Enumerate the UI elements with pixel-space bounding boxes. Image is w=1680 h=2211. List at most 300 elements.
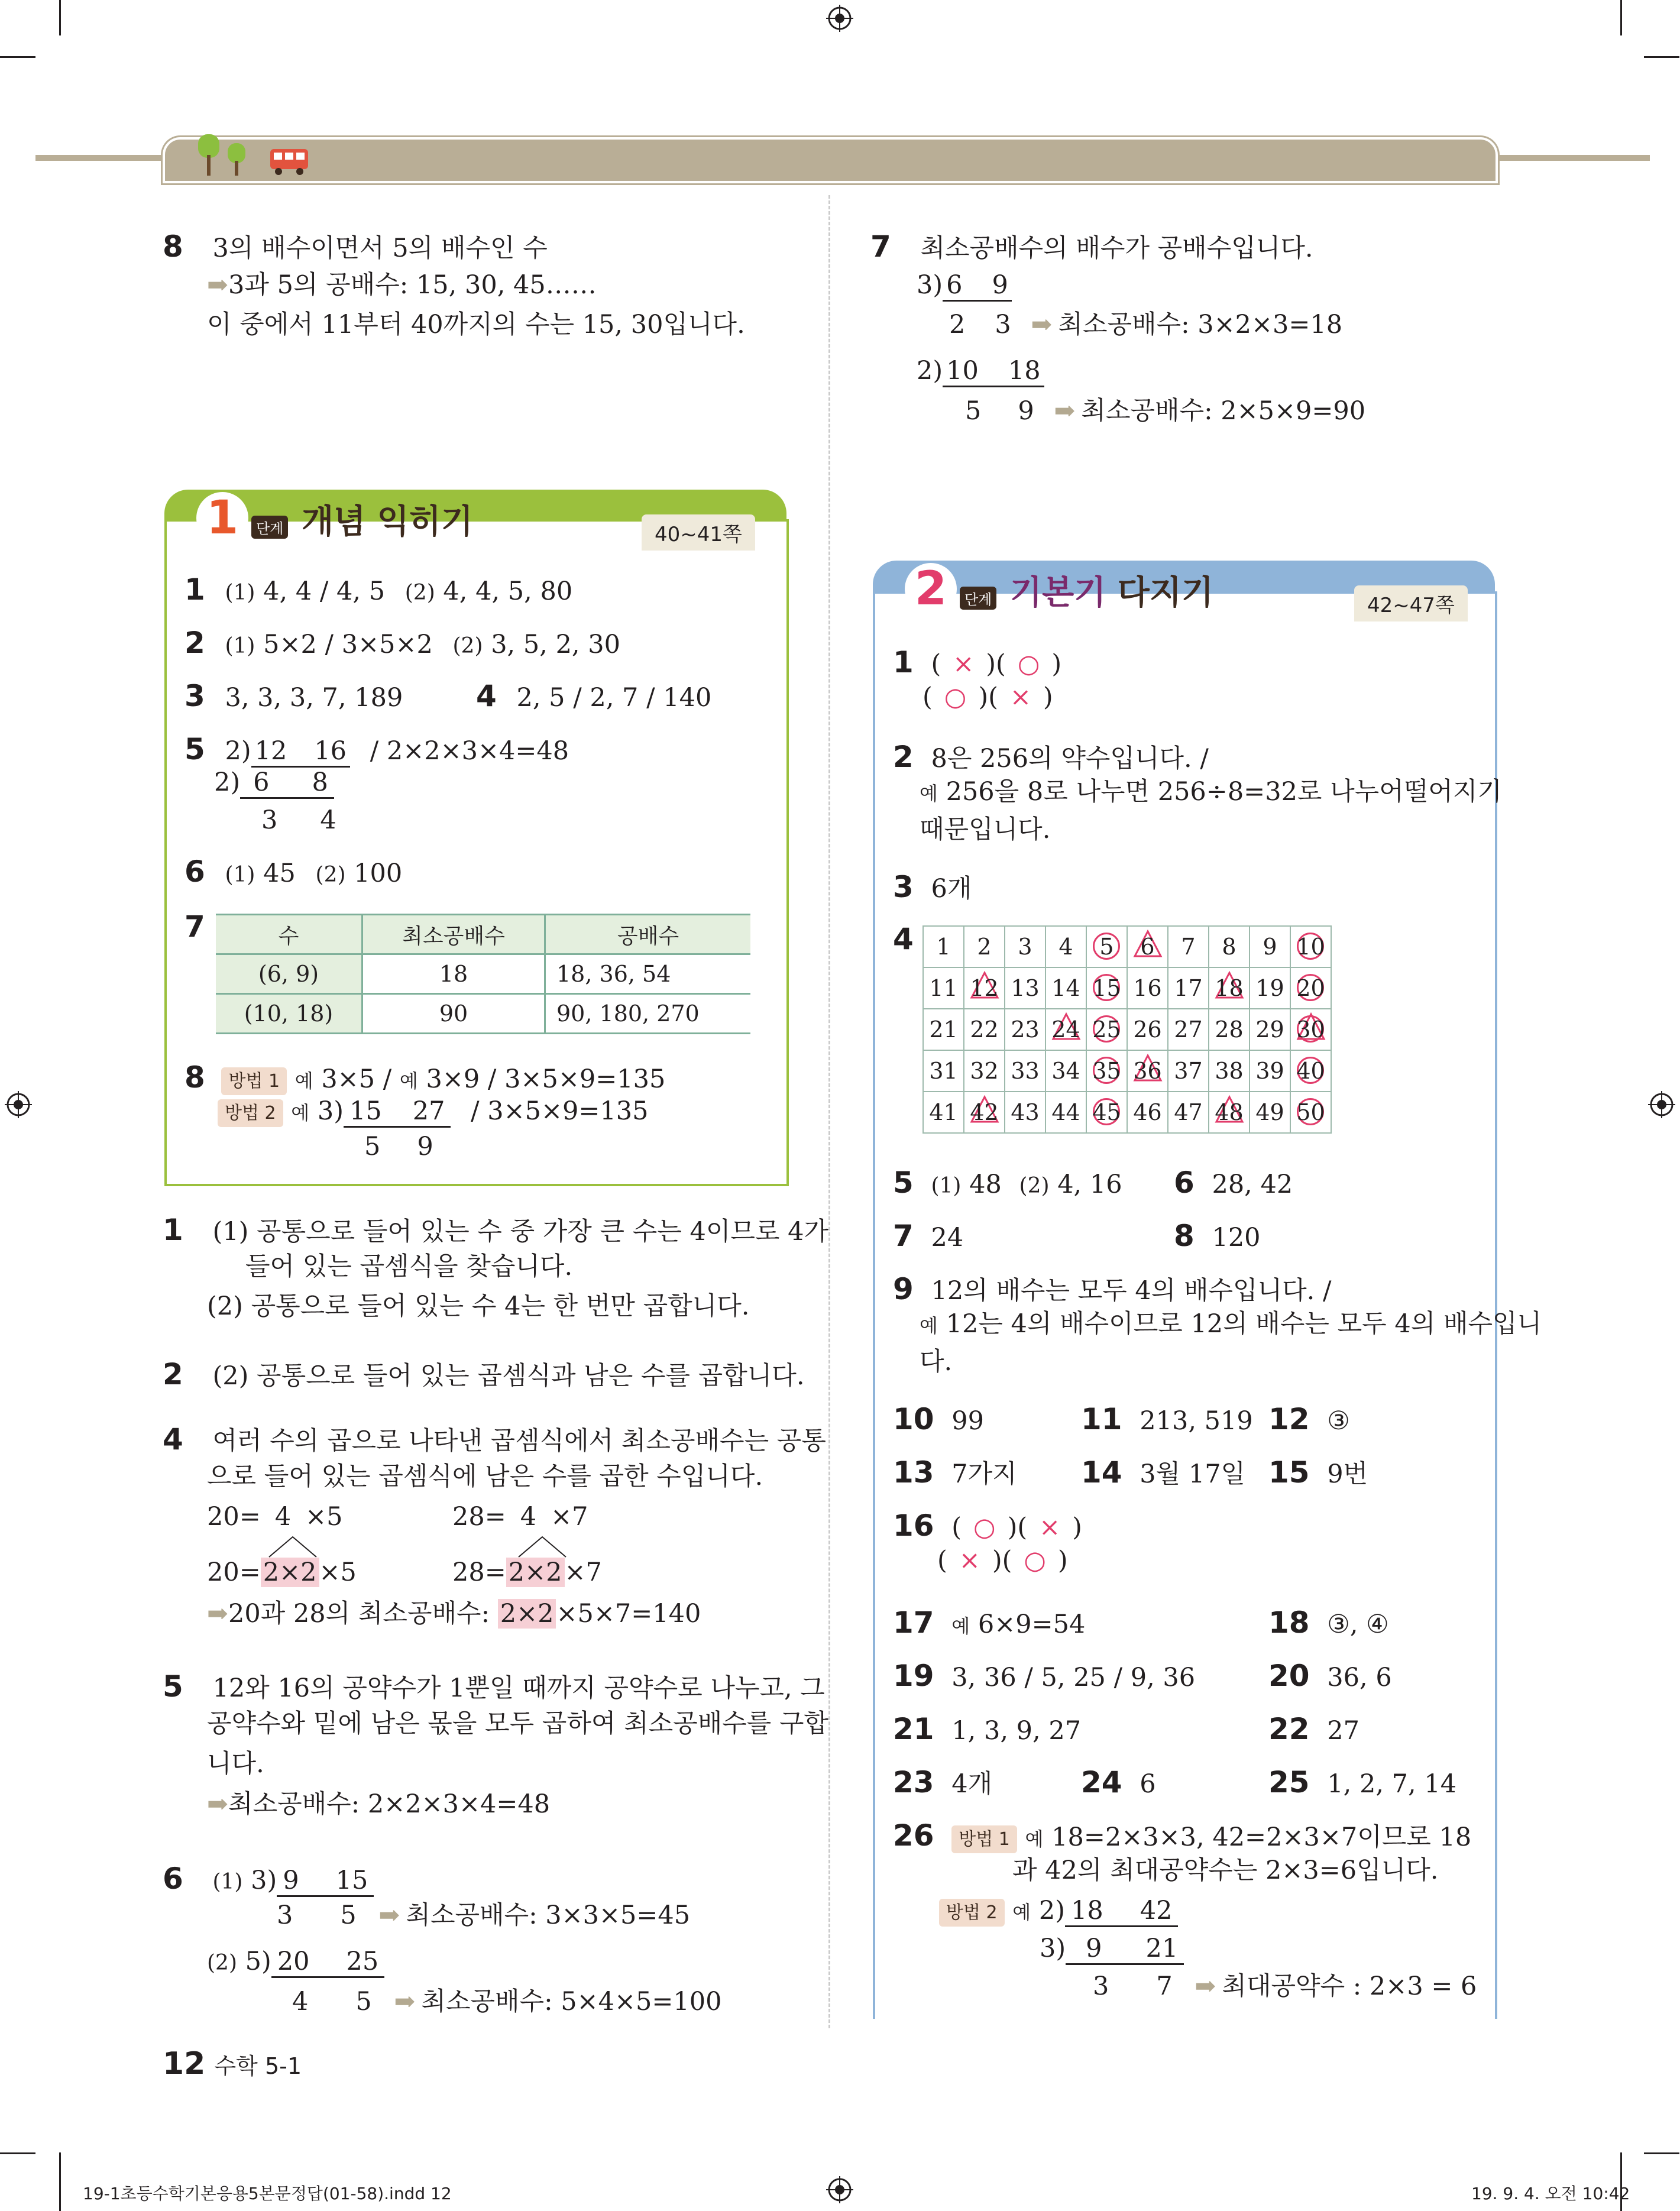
grid-cell <box>1045 926 1086 967</box>
e5-result <box>207 1788 550 1821</box>
grid-number: 18 <box>1215 975 1244 1001</box>
value: 5 <box>355 1987 372 2016</box>
step-number: 2 <box>905 563 957 615</box>
grid-cell <box>1250 1092 1290 1133</box>
grid-row <box>923 967 1331 1009</box>
answer-number: 6 <box>184 854 205 889</box>
lcm-table <box>216 914 750 1034</box>
s2-a9 <box>893 1270 1332 1309</box>
formula-part: ×7 <box>551 1502 588 1532</box>
s2-a25 <box>1268 1763 1456 1802</box>
value: 9 <box>417 1132 433 1161</box>
grid-number: 9 <box>1263 934 1277 960</box>
answer-text: 213, 519 <box>1140 1406 1253 1436</box>
step-label: 단계 <box>251 516 288 539</box>
value: 5 <box>364 1132 381 1161</box>
value: 3 <box>995 310 1011 339</box>
answer-text: 3, 5, 2, 30 <box>491 630 620 659</box>
result: 최대공약수 : 2×3 = 6 <box>1222 1972 1477 2001</box>
answer-number: 22 <box>1268 1712 1310 1746</box>
answer-number: 9 <box>893 1272 914 1306</box>
answer-number: 8 <box>1174 1219 1195 1253</box>
question-number: 6 <box>163 1862 183 1896</box>
grid-number: 2 <box>977 934 992 960</box>
value: 3 <box>261 805 278 835</box>
grid-cell <box>1127 1092 1168 1133</box>
part-label: (1) <box>212 1870 243 1894</box>
part-label: (1) <box>225 581 255 605</box>
e4-formula2 <box>452 1501 588 1534</box>
grid-number: 10 <box>1296 934 1325 960</box>
grid-cell <box>923 926 964 967</box>
mark: ○ <box>1017 649 1040 679</box>
answer-number: 18 <box>1268 1605 1310 1640</box>
grid-cell <box>923 1050 964 1092</box>
s2-a7 <box>893 1217 963 1255</box>
grid-cell <box>1086 1092 1127 1133</box>
grid-number: 3 <box>1018 934 1032 960</box>
answer-text: / 3×5×9=135 <box>471 1096 649 1126</box>
formula-part: ×5 <box>319 1558 357 1587</box>
answer-number: 10 <box>893 1402 934 1436</box>
grid-number: 13 <box>1011 975 1040 1001</box>
branch-lines <box>266 1535 319 1558</box>
answer-number: 4 <box>893 922 914 956</box>
grid-number: 39 <box>1255 1058 1284 1084</box>
s2-a9-line2 <box>920 1308 1542 1341</box>
grid-cell <box>923 1009 964 1050</box>
grid-number: 27 <box>1174 1017 1203 1043</box>
mark: ○ <box>973 1513 996 1542</box>
part-label: (1) <box>931 1174 962 1198</box>
value: 18 <box>1071 1896 1103 1925</box>
grid-cell <box>1290 1050 1331 1092</box>
left-q8 <box>163 228 548 266</box>
explanation-text: 들어 있는 곱셈식을 찾습니다. <box>245 1252 573 1281</box>
s1-a6 <box>184 853 402 891</box>
question-number: 4 <box>163 1422 183 1456</box>
s2-a8 <box>1174 1217 1261 1255</box>
value: 10 <box>946 356 979 386</box>
answer-number: 17 <box>893 1605 934 1640</box>
grid-number: 41 <box>929 1099 958 1125</box>
grid-cell <box>1005 1092 1045 1133</box>
formula-part: 28= <box>452 1558 506 1587</box>
grid-cell <box>1209 1050 1250 1092</box>
mark: × <box>1039 1513 1061 1542</box>
grid-number: 29 <box>1255 1017 1284 1043</box>
division-ladder: 3) 6 9 <box>917 269 1012 302</box>
grid-cell <box>1290 926 1331 967</box>
page-footer <box>163 2046 302 2081</box>
table-cell: 18 <box>362 954 545 994</box>
s1-a5-row2: 2) 6 8 <box>214 766 334 799</box>
arrow-icon: ➡ <box>394 1987 416 2016</box>
question-number: 8 <box>163 229 183 264</box>
grid-row <box>923 926 1331 967</box>
example-mark: 예 <box>291 1102 310 1124</box>
result: 최소공배수: 3×2×3=18 <box>1058 310 1343 339</box>
e6-q1 <box>277 1899 690 1932</box>
answer-text: 6개 <box>931 874 972 904</box>
answer-text: 18=2×3×3, 42=2×3×7이므로 18 <box>1051 1822 1472 1852</box>
grid-number: 23 <box>1011 1017 1040 1043</box>
grid-number: 5 <box>1099 934 1114 960</box>
answer-text: 4, 4 / 4, 5 <box>263 577 386 606</box>
answer-text: 8은 256의 약수입니다. / <box>931 744 1209 773</box>
s2-a18 <box>1268 1604 1389 1642</box>
answer-text: 28, 42 <box>1212 1170 1293 1199</box>
grid-cell <box>964 1050 1005 1092</box>
arrow-icon: ➡ <box>1031 310 1053 339</box>
formula-part: 20= <box>207 1502 261 1532</box>
answer-text: 3×9 / 3×5×9=135 <box>426 1064 666 1094</box>
grid-cell <box>1045 1092 1086 1133</box>
grid-cell <box>1127 967 1168 1009</box>
answer-text: 과 42의 최대공약수는 2×3=6입니다. <box>1012 1856 1439 1885</box>
answer-text: 최소공배수의 배수가 공배수입니다. <box>920 234 1313 263</box>
value: 3 <box>1093 1972 1109 2001</box>
answer-number: 20 <box>1268 1659 1310 1693</box>
grid-cell <box>1250 926 1290 967</box>
grid-cell <box>1086 967 1127 1009</box>
part-label: (1) <box>225 634 255 658</box>
grid-number: 4 <box>1059 934 1073 960</box>
grid-number: 43 <box>1011 1099 1040 1125</box>
e2 <box>163 1355 805 1394</box>
registration-mark-icon <box>826 5 853 32</box>
page-number: 12 <box>163 2046 206 2081</box>
grid-number: 24 <box>1051 1017 1080 1043</box>
title-part: 기본기 <box>1010 574 1106 612</box>
answer-text: 4, 4, 5, 80 <box>443 577 573 606</box>
e4-result <box>207 1598 701 1631</box>
divisor: 3 <box>1040 1934 1056 1963</box>
book-title: 수학 5-1 <box>214 2053 302 2079</box>
value: 3 <box>277 1901 293 1930</box>
grid-cell <box>964 926 1005 967</box>
mark: × <box>953 649 975 679</box>
grid-number: 21 <box>929 1017 958 1043</box>
e6-part2: (2) 5) 20 25 <box>207 1945 384 1979</box>
answer-text: 3과 5의 공배수: 15, 30, 45…… <box>228 270 597 300</box>
answer-number: 15 <box>1268 1455 1310 1490</box>
s2-a21 <box>893 1710 1081 1749</box>
formula-part: ×7 <box>564 1558 602 1587</box>
s2-a23 <box>893 1763 992 1802</box>
value: 4 <box>320 805 336 835</box>
arrow-icon: ➡ <box>207 1789 229 1819</box>
result: 최소공배수: 5×4×5=100 <box>421 1987 722 2016</box>
grid-cell <box>1127 1009 1168 1050</box>
grid-cell <box>1168 926 1209 967</box>
registration-mark-icon <box>826 2176 853 2203</box>
s2-a19 <box>893 1657 1195 1695</box>
formula-part: 4 <box>274 1502 292 1532</box>
grid-number: 36 <box>1133 1058 1162 1084</box>
answer-number: 21 <box>893 1712 934 1746</box>
method-tag: 방법 1 <box>951 1825 1017 1853</box>
s1-a8-quotient <box>364 1131 433 1164</box>
divisor: 5 <box>245 1947 262 1976</box>
value: 6 <box>253 768 270 797</box>
grid-cell <box>1290 1009 1331 1050</box>
tree-icon <box>195 131 260 179</box>
answer-text: 12는 4의 배수이므로 12의 배수는 모두 4의 배수입니 <box>946 1309 1542 1339</box>
grid-cell <box>1290 967 1331 1009</box>
explanation-text: (2) 공통으로 들어 있는 곱셈식과 남은 수를 곱합니다. <box>212 1361 805 1391</box>
value: 4 <box>292 1987 309 2016</box>
crop-mark <box>59 0 61 35</box>
header-tab <box>163 137 1498 183</box>
s2-a14 <box>1081 1454 1245 1492</box>
value: 20 <box>277 1947 310 1976</box>
value: 15 <box>349 1096 382 1126</box>
s2-a3 <box>893 868 972 907</box>
grid-number: 7 <box>1181 934 1196 960</box>
grid-cell <box>1209 1092 1250 1133</box>
s2-a24 <box>1081 1763 1156 1802</box>
value: 5 <box>340 1901 357 1930</box>
part-label: (2) <box>452 634 483 658</box>
answer-number: 25 <box>1268 1765 1310 1799</box>
explanation-text: (1) 공통으로 들어 있는 수 중 가장 큰 수는 4이므로 4가 <box>212 1217 829 1247</box>
s2-a20 <box>1268 1657 1392 1695</box>
answer-text: 45 <box>263 859 296 888</box>
mark: ○ <box>944 682 967 712</box>
answer-text: 12의 배수는 모두 4의 배수입니다. / <box>931 1276 1332 1306</box>
registration-mark-icon <box>5 1091 32 1118</box>
result: 최소공배수: 2×5×9=90 <box>1081 396 1366 426</box>
s2-a5 <box>893 1164 1122 1202</box>
s2-a16: 16 ( ○ )( × ) <box>893 1508 1082 1543</box>
value: 6 <box>946 270 963 300</box>
example-mark: 예 <box>294 1070 313 1092</box>
answer-number: 7 <box>893 1219 914 1253</box>
answer-number: 4 <box>476 679 497 713</box>
value: 9 <box>283 1866 299 1895</box>
table-header: 공배수 <box>545 915 751 954</box>
answer-text: 4, 16 <box>1057 1170 1122 1199</box>
crop-mark <box>59 2152 61 2211</box>
grid-number: 1 <box>936 934 951 960</box>
grid-number: 33 <box>1011 1058 1040 1084</box>
arrow-icon: ➡ <box>1195 1972 1216 2001</box>
grid-number: 25 <box>1092 1017 1121 1043</box>
grid-number: 42 <box>970 1099 999 1125</box>
s2-a26-method2: 방법 2 예 2) 18 42 <box>939 1895 1178 1928</box>
value: 9 <box>992 270 1008 300</box>
value: 9 <box>1086 1934 1102 1963</box>
branch-lines <box>516 1535 569 1558</box>
value: 9 <box>1018 396 1034 426</box>
highlighted-factor: 2×2 <box>506 1558 565 1587</box>
mark: × <box>1009 682 1031 712</box>
grid-number: 12 <box>970 975 999 1001</box>
answer-text: 9번 <box>1327 1459 1368 1489</box>
s2-a11 <box>1081 1400 1253 1439</box>
explanation-text: 공약수와 밑에 남은 몫을 모두 곱하여 최소공배수를 구합 <box>207 1709 829 1739</box>
value: 16 <box>314 736 347 766</box>
grid-number: 40 <box>1296 1058 1325 1084</box>
grid-cell <box>1045 1050 1086 1092</box>
value: 25 <box>346 1947 379 1976</box>
value: 8 <box>312 768 328 797</box>
table-header: 수 <box>216 915 362 954</box>
grid-number: 50 <box>1296 1099 1325 1125</box>
grid-cell <box>964 967 1005 1009</box>
grid-cell <box>1168 1009 1209 1050</box>
table-cell: 90 <box>362 994 545 1034</box>
s2-a1: 1 ( × )( ○ ) <box>893 645 1062 679</box>
s2-a17 <box>893 1604 1085 1642</box>
grid-number: 34 <box>1051 1058 1080 1084</box>
s1-a8-method2: 방법 2 예 3) 15 27 / 3×5×9=135 <box>218 1095 649 1128</box>
grid-number: 22 <box>970 1017 999 1043</box>
grid-number: 38 <box>1215 1058 1244 1084</box>
crop-mark <box>0 56 35 58</box>
answer-text: 100 <box>354 859 403 888</box>
answer-number: 3 <box>893 870 914 904</box>
grid-row <box>923 1092 1331 1133</box>
grid-cell <box>1086 926 1127 967</box>
e4 <box>163 1420 826 1459</box>
s2-a10 <box>893 1400 984 1439</box>
table-row <box>216 954 750 994</box>
grid-cell <box>1005 967 1045 1009</box>
answer-text: 120 <box>1212 1223 1261 1252</box>
grid-number: 49 <box>1255 1099 1284 1125</box>
s2-a12 <box>1268 1400 1350 1439</box>
e4-formula3 <box>207 1556 357 1590</box>
method-tag: 방법 2 <box>218 1099 283 1127</box>
e6-q2 <box>292 1986 722 2019</box>
result: 최소공배수: 3×3×5=45 <box>406 1901 691 1930</box>
grid-cell <box>1127 1050 1168 1092</box>
table-cell: (6, 9) <box>216 954 362 994</box>
value: 21 <box>1145 1934 1179 1963</box>
grid-number: 47 <box>1174 1099 1203 1125</box>
grid-cell <box>1250 1050 1290 1092</box>
value: 42 <box>1140 1896 1173 1925</box>
answer-text: 27 <box>1327 1716 1359 1746</box>
answer-number: 12 <box>1268 1402 1310 1436</box>
section-title: 개념 익히기 <box>302 503 473 541</box>
grid-number: 14 <box>1051 975 1080 1001</box>
grid-number: 32 <box>970 1058 999 1084</box>
example-mark: 예 <box>1012 1901 1031 1924</box>
s2-a2 <box>893 738 1209 776</box>
s2-a22 <box>1268 1710 1359 1749</box>
part-label: (1) <box>225 863 255 887</box>
arrow-icon: ➡ <box>207 1599 229 1629</box>
grid-number: 26 <box>1133 1017 1162 1043</box>
explanation-text: 12와 16의 공약수가 1뿐일 때까지 공약수로 나누고, 그 <box>212 1673 825 1703</box>
example-mark: 예 <box>920 1315 938 1337</box>
answer-text: 4개 <box>951 1769 993 1799</box>
s2-a26-quotient <box>1093 1970 1477 2003</box>
grid-number: 48 <box>1215 1099 1244 1125</box>
answer-number: 2 <box>893 740 914 774</box>
table-cell: 90, 180, 270 <box>545 994 751 1034</box>
divisor: 2 <box>1038 1896 1056 1925</box>
registration-mark-icon <box>1648 1091 1675 1118</box>
answer-number: 14 <box>1081 1455 1122 1490</box>
grid-number: 28 <box>1215 1017 1244 1043</box>
right-q7 <box>870 228 1313 266</box>
grid-cell <box>1005 926 1045 967</box>
e4-formula4 <box>452 1556 602 1590</box>
s2-a15 <box>1268 1454 1368 1492</box>
grid-number: 30 <box>1296 1017 1325 1043</box>
s2-a13 <box>893 1454 1017 1492</box>
part-label: (2) <box>1019 1174 1050 1198</box>
part-label: (2) <box>207 1951 237 1975</box>
explanation-text: (2) 공통으로 들어 있는 수 4는 한 번만 곱합니다. <box>207 1291 750 1321</box>
formula-part: 4 <box>520 1502 537 1532</box>
multiples-grid <box>922 925 1332 1134</box>
answer-text: 1, 2, 7, 14 <box>1327 1769 1457 1799</box>
arrow-icon: ➡ <box>1054 396 1076 426</box>
part-label: (2) <box>404 581 435 605</box>
s1-a2 <box>184 624 620 662</box>
table-header-row <box>216 915 750 954</box>
crop-mark <box>1644 56 1679 58</box>
grid-cell <box>1168 1050 1209 1092</box>
answer-number: 13 <box>893 1455 934 1490</box>
grid-number: 46 <box>1133 1099 1162 1125</box>
answer-text: 5×2 / 3×5×2 <box>263 630 433 659</box>
s2-a26-row2: 3) 9 21 <box>1040 1932 1184 1966</box>
crop-mark <box>1644 2152 1679 2154</box>
value: 5 <box>965 396 982 426</box>
answer-text: 때문입니다. <box>920 815 1051 844</box>
answer-number: 7 <box>184 909 205 944</box>
answer-text: 다. <box>920 1347 953 1377</box>
explanation-text: ×5×7=140 <box>556 1599 701 1629</box>
highlighted-factor: 2×2 <box>261 1558 319 1587</box>
answer-text: 3의 배수이면서 5의 배수인 수 <box>212 234 548 263</box>
s1-a8 <box>184 1058 665 1097</box>
value: 12 <box>254 736 287 766</box>
step-label: 단계 <box>960 587 996 610</box>
answer-number: 19 <box>893 1659 934 1693</box>
answer-text: ③ <box>1327 1406 1350 1436</box>
example-mark: 예 <box>399 1070 418 1092</box>
grid-cell <box>923 967 964 1009</box>
answer-number: 26 <box>893 1818 934 1853</box>
divisor: 2 <box>225 736 241 766</box>
highlighted-factor: 2×2 <box>498 1599 556 1629</box>
grid-cell <box>1005 1009 1045 1050</box>
answer-text: 3월 17일 <box>1140 1459 1246 1489</box>
mark: × <box>959 1546 980 1575</box>
s1-a5-row3 <box>261 804 336 837</box>
grid-cell <box>1127 926 1168 967</box>
divisor: 3 <box>917 270 933 300</box>
value: 27 <box>412 1096 445 1126</box>
bus-icon <box>269 147 310 176</box>
grid-cell <box>1209 967 1250 1009</box>
table-header: 최소공배수 <box>362 915 545 954</box>
grid-cell <box>964 1092 1005 1133</box>
grid-cell <box>1168 1092 1209 1133</box>
s1-a4 <box>476 677 711 716</box>
grid-row <box>923 1009 1331 1050</box>
answer-number: 24 <box>1081 1765 1122 1799</box>
answer-text: 3, 3, 3, 7, 189 <box>225 683 403 713</box>
e4-formula1 <box>207 1501 343 1534</box>
